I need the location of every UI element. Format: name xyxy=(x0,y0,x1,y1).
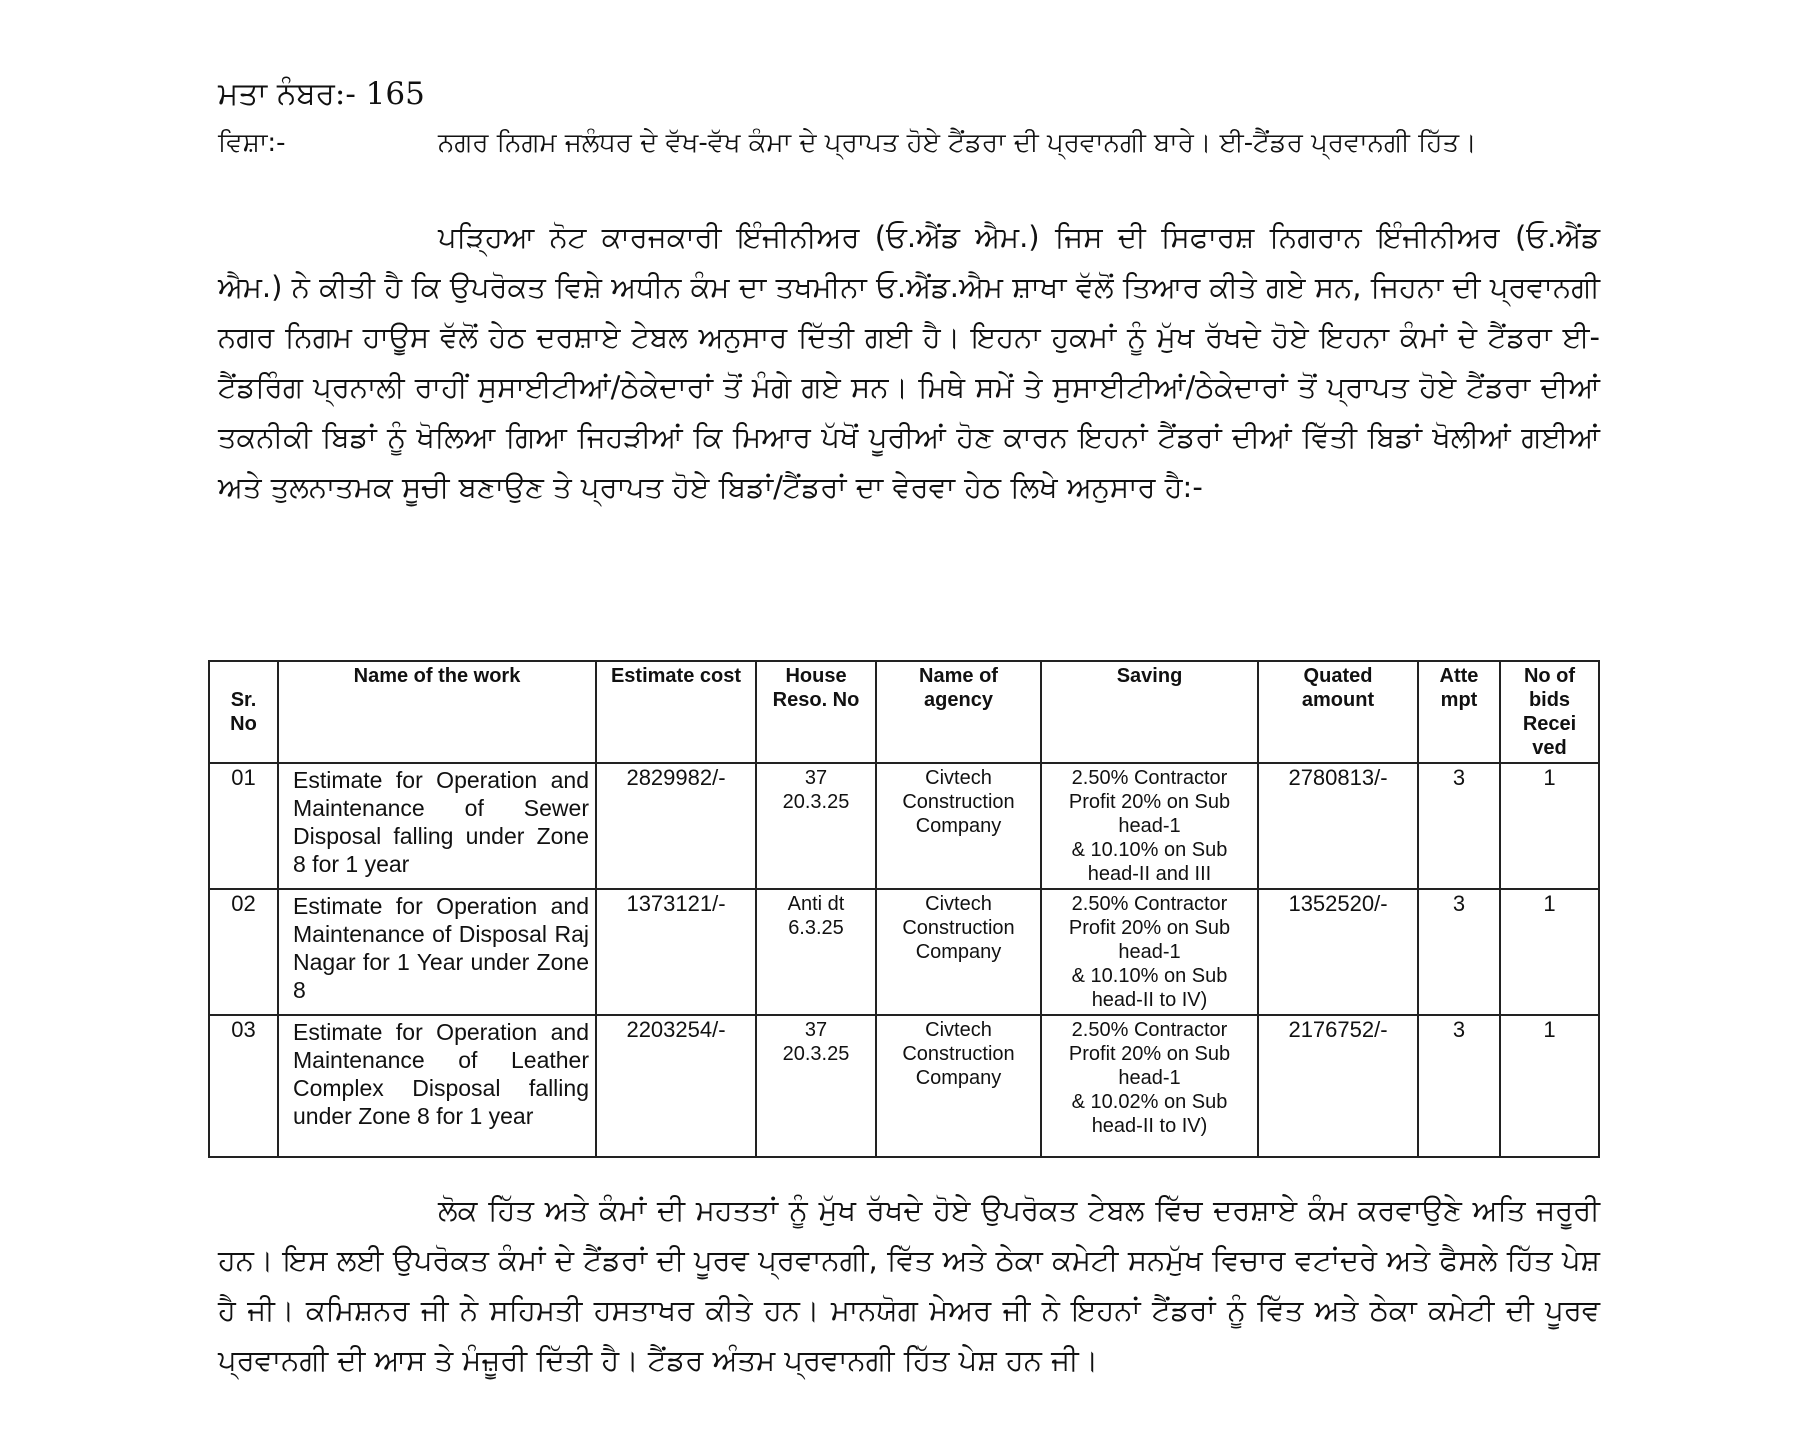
cell-estimate-cost: 1373121/- xyxy=(596,889,756,1015)
saving-line-1: 2.50% Contractor Profit 20% on Sub head-1 xyxy=(1068,893,1231,963)
saving-line-2: & 10.10% on Sub head-II and III xyxy=(1071,839,1228,885)
cell-attempt: 3 xyxy=(1418,889,1500,1015)
header-estimate-cost: Estimate cost xyxy=(596,661,756,763)
cell-bids-received: 1 xyxy=(1500,763,1599,889)
table-row xyxy=(209,763,1599,889)
cell-saving xyxy=(1041,889,1258,1015)
header-saving: Saving xyxy=(1041,661,1258,763)
cell-saving xyxy=(1041,1015,1258,1157)
cell-name-of-work: Estimate for Operation and Maintenance of Disposal Raj Nagar for 1 Year under Zone 8 xyxy=(278,889,596,1015)
intro-paragraph: ਪੜ੍ਹਿਆ ਨੋਟ ਕਾਰਜਕਾਰੀ ਇੰਜੀਨੀਅਰ (ਓ.ਐਂਡ ਐਮ.) ਜਿਸ ਦੀ ਸਿਫਾਰਸ਼ ਨਿਗਰਾਨ ਇੰਜੀਨੀਅਰ (ਓ.ਐਂਡ ਐਮ.) ਨੇ ਕੀਤੀ ਹੈ ਕਿ ਉਪਰੋਕਤ ਵਿਸ਼ੇ ਅਧੀਨ ਕੰਮ ਦਾ ਤਖਮੀਨਾ ਓ.ਐਂਡ.ਐਮ ਸ਼ਾਖਾ ਵੱਲੋਂ ਤਿਆਰ ਕੀਤੇ ਗਏ ਸਨ, ਜਿਹਨਾ ਦੀ ਪ੍ਰਵਾਨਗੀ ਨਗਰ ਨਿਗਮ ਹਾਊਸ ਵੱਲੋਂ ਹੇਠ ਦਰਸ਼ਾਏ ਟੇਬਲ ਅਨੁਸਾਰ ਦਿੱਤੀ ਗਈ ਹੈ। ਇਹਨਾ ਹੁਕਮਾਂ ਨੂੰ ਮੁੱਖ ਰੱਖਦੇ ਹੋਏ ਇਹਨਾ ਕੰਮਾਂ ਦੇ ਟੈਂਡਰਾ ਈ-ਟੈਂਡਰਿੰਗ ਪ੍ਰਨਾਲੀ ਰਾਹੀਂ ਸੁਸਾਈਟੀਆਂ/ਠੇਕੇਦਾਰਾਂ ਤੋਂ ਮੰਗੇ ਗਏ ਸਨ। ਮਿਥੇ ਸਮੇਂ ਤੇ ਸੁਸਾਈਟੀਆਂ/ਠੇਕੇਦਾਰਾਂ ਤੋਂ ਪ੍ਰਾਪਤ ਹੋਏ ਟੈਂਡਰਾ ਦੀਆਂ ਤਕਨੀਕੀ ਬਿਡਾਂ ਨੂੰ ਖੋਲਿਆ ਗਿਆ ਜਿਹੜੀਆਂ ਕਿ ਮਿਆਰ ਪੱਖੋਂ ਪੂਰੀਆਂ ਹੋਣ ਕਾਰਨ ਇਹਨਾਂ ਟੈਂਡਰਾਂ ਦੀਆਂ ਵਿੱਤੀ ਬਿਡਾਂ ਖੋਲੀਆਂ ਗਈਆਂ ਅਤੇ ਤੁਲਨਾਤਮਕ ਸੂਚੀ ਬਣਾਉਣ ਤੇ ਪ੍ਰਾਪਤ ਹੋਏ ਬਿਡਾਂ/ਟੈਂਡਰਾਂ ਦਾ ਵੇਰਵਾ ਹੇਠ ਲਿਖੇ ਅਨੁਸਾਰ ਹੈ:- xyxy=(218,220,1600,504)
cell-house-reso xyxy=(756,889,876,1015)
saving-line-2: & 10.02% on Sub head-II to IV) xyxy=(1071,1091,1228,1137)
header-quoted-amount: Quated amount xyxy=(1258,661,1418,763)
cell-agency: Civtech Construction Company xyxy=(876,763,1041,889)
cell-sr-no: 02 xyxy=(209,889,278,1015)
cell-agency: Civtech Construction Company xyxy=(876,1015,1041,1157)
header-name-of-work: Name of the work xyxy=(278,661,596,763)
cell-quoted-amount: 2176752/- xyxy=(1258,1015,1418,1157)
house-reso-number: Anti dt xyxy=(787,893,845,915)
house-reso-number: 37 xyxy=(804,767,828,789)
subject-label: ਵਿਸ਼ਾ:- xyxy=(218,128,286,158)
cell-house-reso xyxy=(756,1015,876,1157)
cell-attempt: 3 xyxy=(1418,1015,1500,1157)
table-row xyxy=(209,1015,1599,1157)
cell-agency: Civtech Construction Company xyxy=(876,889,1041,1015)
resolution-number: ਮਤਾ ਨੰਬਰ:- 165 xyxy=(218,76,425,112)
saving-line-1: 2.50% Contractor Profit 20% on Sub head-1 xyxy=(1068,1019,1231,1089)
cell-sr-no: 01 xyxy=(209,763,278,889)
saving-line-2: & 10.10% on Sub head-II to IV) xyxy=(1071,965,1228,1011)
closing-paragraph: ਲੋਕ ਹਿੱਤ ਅਤੇ ਕੰਮਾਂ ਦੀ ਮਹਤਤਾਂ ਨੂੰ ਮੁੱਖ ਰੱਖਦੇ ਹੋਏ ਉਪਰੋਕਤ ਟੇਬਲ ਵਿੱਚ ਦਰਸ਼ਾਏ ਕੰਮ ਕਰਵਾਉਣੇ ਅਤਿ ਜਰੂਰੀ ਹਨ। ਇਸ ਲਈ ਉਪਰੋਕਤ ਕੰਮਾਂ ਦੇ ਟੈਂਡਰਾਂ ਦੀ ਪੂਰਵ ਪ੍ਰਵਾਨਗੀ, ਵਿੱਤ ਅਤੇ ਠੇਕਾ ਕਮੇਟੀ ਸਨਮੁੱਖ ਵਿਚਾਰ ਵਟਾਂਦਰੇ ਅਤੇ ਫੈਸਲੇ ਹਿੱਤ ਪੇਸ਼ ਹੈ ਜੀ। ਕਮਿਸ਼ਨਰ ਜੀ ਨੇ ਸਹਿਮਤੀ ਹਸਤਾਖਰ ਕੀਤੇ ਹਨ। ਮਾਨਯੋਗ ਮੇਅਰ ਜੀ ਨੇ ਇਹਨਾਂ ਟੈਂਡਰਾਂ ਨੂੰ ਵਿੱਤ ਅਤੇ ਠੇਕਾ ਕਮੇਟੀ ਦੀ ਪੂਰਵ ਪ੍ਰਵਾਨਗੀ ਦੀ ਆਸ ਤੇ ਮੰਜ਼ੂਰੀ ਦਿੱਤੀ ਹੈ। ਟੈਂਡਰ ਅੰਤਮ ਪ੍ਰਵਾਨਗੀ ਹਿੱਤ ਪੇਸ਼ ਹਨ ਜੀ। xyxy=(218,1193,1600,1377)
cell-sr-no: 03 xyxy=(209,1015,278,1157)
header-sr-no: Sr. No xyxy=(209,661,278,763)
cell-estimate-cost: 2203254/- xyxy=(596,1015,756,1157)
cell-name-of-work: Estimate for Operation and Maintenance of Leather Complex Disposal falling under Zone 8 for 1 year xyxy=(278,1015,596,1157)
cell-saving xyxy=(1041,763,1258,889)
cell-name-of-work: Estimate for Operation and Maintenance of Sewer Disposal falling under Zone 8 for 1 year xyxy=(278,763,596,889)
cell-quoted-amount: 1352520/- xyxy=(1258,889,1418,1015)
table-header-row xyxy=(209,661,1599,763)
cell-bids-received: 1 xyxy=(1500,1015,1599,1157)
subject-text: ਨਗਰ ਨਿਗਮ ਜਲੰਧਰ ਦੇ ਵੱਖ-ਵੱਖ ਕੰਮਾ ਦੇ ਪ੍ਰਾਪਤ ਹੋਏ ਟੈਂਡਰਾ ਦੀ ਪ੍ਰਵਾਨਗੀ ਬਾਰੇ। ਈ-ਟੈਂਡਰ ਪ੍ਰਵਾਨਗੀ ਹਿੱਤ। xyxy=(438,128,1477,158)
tender-table xyxy=(208,660,1600,1158)
cell-house-reso xyxy=(756,763,876,889)
header-house-reso: House Reso. No xyxy=(756,661,876,763)
saving-line-1: 2.50% Contractor Profit 20% on Sub head-1 xyxy=(1068,767,1231,837)
house-reso-number: 37 xyxy=(804,1019,828,1041)
house-reso-date: 20.3.25 xyxy=(782,1043,850,1065)
cell-quoted-amount: 2780813/- xyxy=(1258,763,1418,889)
header-bids-received: No of bids Recei ved xyxy=(1500,661,1599,763)
cell-attempt: 3 xyxy=(1418,763,1500,889)
cell-estimate-cost: 2829982/- xyxy=(596,763,756,889)
cell-bids-received: 1 xyxy=(1500,889,1599,1015)
table-row xyxy=(209,889,1599,1015)
house-reso-date: 6.3.25 xyxy=(788,917,844,939)
header-agency: Name of agency xyxy=(876,661,1041,763)
house-reso-date: 20.3.25 xyxy=(782,791,850,813)
header-attempt: Atte mpt xyxy=(1418,661,1500,763)
